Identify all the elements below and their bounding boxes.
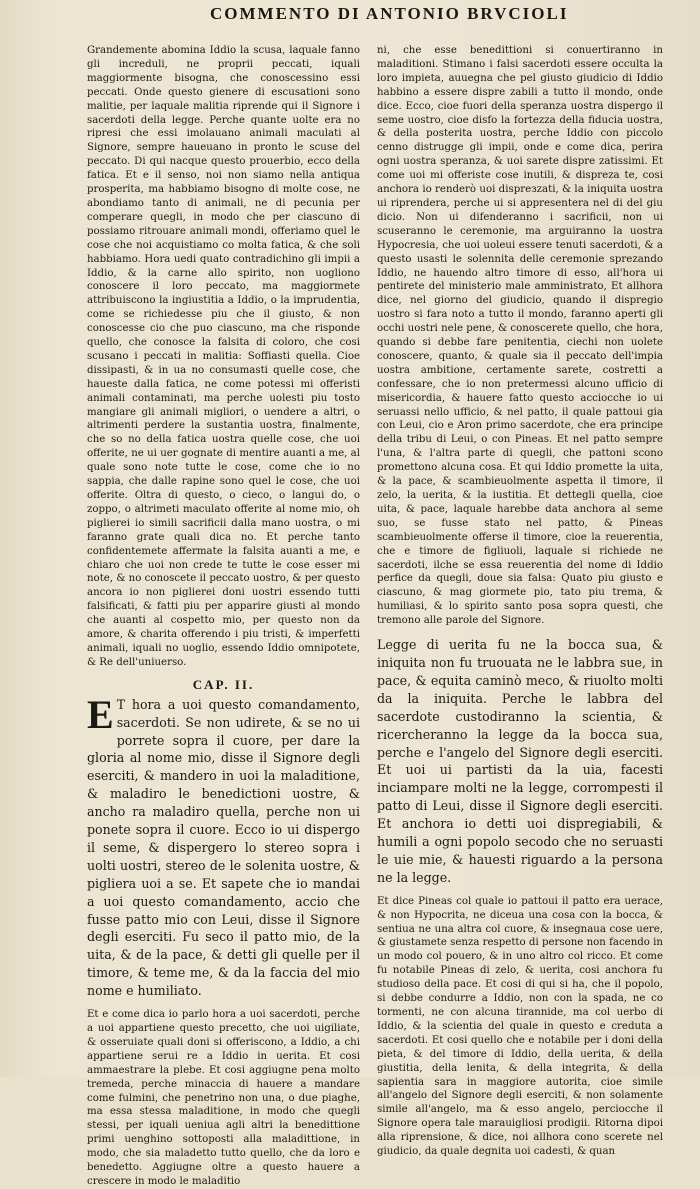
right-column	[377, 44, 663, 1159]
scripture-verse: Legge di uerita fu ne la bocca sua, & iniquita non fu truouata ne le labbra sue, in pace, & equita caminò meco, & riuolto molti da la iniquita. Perche le labbra del sacerdote custodiranno la scientia, & ricercheranno la legge da la bocca sua, perche e l'angelo del Signore degli eserciti. Et uoi ui partisti da la uia, facesti inciampare molti ne la legge, corrompesti il patto di Leui, disse il Signore degli eserciti. Et anchora io detti uoi dispregiabili, & humili a ogni popolo secodo che no seruasti le uie mie, & hauesti riguardo a la persona ne la legge.	[377, 637, 663, 885]
commentary-paragraph: Et e come dica io parlo hora a uoi sacerdoti, perche a uoi appartiene questo precetto, che uoi uigiliate, & osseruiate quali doni si offeriscono, a Iddio, a chi appartiene serui re a Iddio in uerita. Et cosi ammaestrare la plebe. Et cosi aggiugne pena molto tremeda, perche minaccia di hauere a mandare come fulmini, che penetrino non una, o due piaghe, ma essa stessa maladitione, in modo che quegli stessi, per iquali ueniua agli altri la benedittione primi uenghino sottoposti alla maladittione, in modo, che sia maladetto tutto quello, che da loro e benedetto. Aggiugne oltre a questo hauere a crescere in modo le maladitio	[87, 1009, 360, 1187]
commentary-paragraph: Grandemente abomina Iddio la scusa, laquale fanno gli increduli, ne proprii peccati, iquali maggiormente bisogna, che conoscessino essi peccati. Onde questo gienere di escusationi sono malitie, per laquale malitia riprende qui il Signore i sacerdoti della legge. Perche quante uolte era no ripresi che essi imolauano animali maculati al Signore, sempre haueuano in pronto le scuse del peccato. Di qui nacque questo prouerbio, ecco della fatica. Et e il senso, noi non siamo nella antiqua prosperita, ma habbiamo bisogno di molte cose, ne abondiamo tanto di animali, ne di pecunia per comperare quegli, in modo che per ciascuno di possiamo ritrouare animali mondi, offeriamo quel le cose che noi acquistiamo co molta fatica, & che soli habbiamo. Hora uedi quato contradichino gli impii a Iddio, & la carne allo spirito, non uogliono conoscere il loro peccato, ma maggiormete attribuiscono la ingiustitia a Iddio, o la imprudentia, come se richiedesse piu che il giusto, & non conoscesse cio che puo ciascuno, ma che risponde quello, che conosce la falsita di coloro, che cosi scusano i peccati in malitia: Soffiasti quella. Cioe dissipasti, & in ua no consumasti quelle cose, che haueste dalla fatica, ne come potessi mi offeristi animali contaminati, ma perche uolesti piu tosto mangiare gli animali migliori, o uendere a altri, o altrimenti perdere la sustantia uostra, finalmente, che so no della fatica uostra quelle cose, che uoi offerite, ne ui uer gognate di mentire auanti a me, al quale sono note tutte le cose, come che io no sappia, che dalle rapine sono quel le cose, che uoi offerite. Oltra di questo, o cieco, o langui do, o zoppo, o altrimeti maculato offerite al nome mio, oh piglierei io simili sacrificii dalla mano uostra, o mi faranno grate quali dica no. Et perche tanto confidentemete affermate la falsita auanti a me, e chiaro che uoi non crede te tutte le cose esser mi note, & no conoscete il peccato uostro, & per questo ancora io non piglierei doni uostri essendo tutti falsificati, & fatti piu per apparire giusti al mondo che auanti al cospetto mio, per questo non da amore, & charita offerendo i piu tristi, & imperfetti animali, iquali no uoglio, essendo Iddio omnipotete, & Re dell'uniuerso.	[87, 45, 360, 668]
drop-cap: E	[87, 691, 114, 737]
commentary-paragraph: ni, che esse benedittioni si conuertiranno in maladitioni. Stimano i falsi sacerdoti essere occulta la loro impieta, auuegna che pel giusto giudicio di Iddio habbino a essere dispre zabili a tutto il mondo, onde dice. Ecco, cioe fuori della speranza uostra dispergo il seme uostro, cioe disfo la fortezza della fiducia uostra, & della posterita uostra, perche Iddio con piccolo cenno distrugge gli impii, onde e come dica, perira ogni uostra speranza, & uoi sarete dispre zatissimi. Et come uoi mi offeriste cose inutili, & dispreza te, cosi anchora io renderò uoi dispreзzati, & la iniquita uostra ui riprendera, perche ui si appresentera nel di del giu dicio. Non ui difenderanno i sacrificii, non ui scuseranno le ceremonie, ma arguiranno la uostra Hypocresia, che uoi uoleui essere tenuti sacerdoti, & a questo usasti le solennita delle ceremonie sprezando Iddio, ne hauendo altro timore di esso, all'hora ui pentirete del ministerio male amministrato, Et allhora dice, nel giorno del giudicio, quando il dispregio uostro si fara noto a tutto il mondo, faranno aperti gli occhi uostri nele pene, & conoscerete quello, che hora, quando si debbe fare penitentia, ciechi non uolete conoscere, quanto, & quale sia il peccato dell'impia uostra ambitione, certamente sarete, costretti a confessare, che io non pretermessi alcuno ufficio di misericordia, & hauere fatto questo acciocche io ui seruassi nello ufficio, & nel patto, il quale pattoui gia con Leui, cio e Aron primo sacerdote, che era principe della tribu di Leui, o con Pineas. Et nel patto sempre l'una, & l'altra parte di quegli, che pattoni scono promettono alcuna cosa. Et qui Iddio promette la uita, & la pace, & scambieuolmente aspetta il timore, il zelo, la uerita, & la iustitia. Et dettegli quella, cioe uita, & pace, laquale harebbe data anchora al seme suo, se fusse stato nel patto, & Pineas scambieuolmente offerse il timore, cioe la reuerentia, che e timore de figliuoli, laquale si richiede ne sacerdoti, ilche se essa reuerentia del nome di Iddio perfice da quegli, doue sia falsa: Quato piu giusto e ciascuno, & mag giormete pio, tato piu trema, & humiliasi, & lo spirito santo posa sopra questi, che tremono alle parole del Signore.	[377, 45, 663, 627]
scripture-verse	[87, 691, 360, 1000]
running-head: COMMENTO DI ANTONIO BRVCIOLI	[210, 4, 569, 23]
chapter-heading: CAP. II.	[192, 676, 255, 692]
left-column	[87, 44, 360, 1189]
commentary-paragraph: Et dice Pineas col quale io pattoui il patto era uerace, & non Hypocrita, ne diceua una cosa con la bocca, & sentiua ne una altra col cuore, & insegnaua cose uere, & giustamete senza respetto di persone non facendo in un modo col pouero, & in uno altro col ricco. Et come fu notabile Pineas di zelo, & uerita, cosi anchora fu studioso della pace. Et cosi di qui si ha, che il popolo, si debbe condurre a Iddio, non con la spada, ne co tormenti, ne con alcuna tirannide, ma col uerbo di Iddio, & la scientia del quale in questo e creduta a sacerdoti. Et cosi quello che e notabile per i doni della pieta, & del timore di Iddio, della uerita, & della giustitia, della lenita, & della integrita, & della sapientia sara in maggiore autorita, cioe simile all'angelo del Signore degli eserciti, & non solamente simile all'angelo, ma & esso angelo, perciocche il Signore opera tale marauigliosi prodigii. Ritorna dipoi alla riprensione, & dice, noi allhora cono scerete nel giudicio, da quale degnita uoi cadesti, & quan	[377, 895, 663, 1158]
scripture-verse-text: T hora a uoi questo comandamento, sacerdoti. Se non udirete, & se no ui porrete sopra il cuore, per dare la gloria al nome mio, disse il Signore degli eserciti, & mandero in uoi la maladitione, & maladiro le benedictioni uostre, & ancho ra maladiro quella, perche non ui ponete sopra il cuore. Ecco io ui dispergo il seme, & dispergero lo stereo sopra i uolti uostri, stereo de le solenita uostre, & pigliera uoi a se. Et sapete che io mandai a uoi questo comandamento, accio che fusse patto mio con Leui, disse il Signore degli eserciti. Fu seco il patto mio, de la uita, & de la pace, & detti gli quelle per il timore, & teme me, & da la faccia del mio nome e humiliato.	[87, 696, 360, 999]
